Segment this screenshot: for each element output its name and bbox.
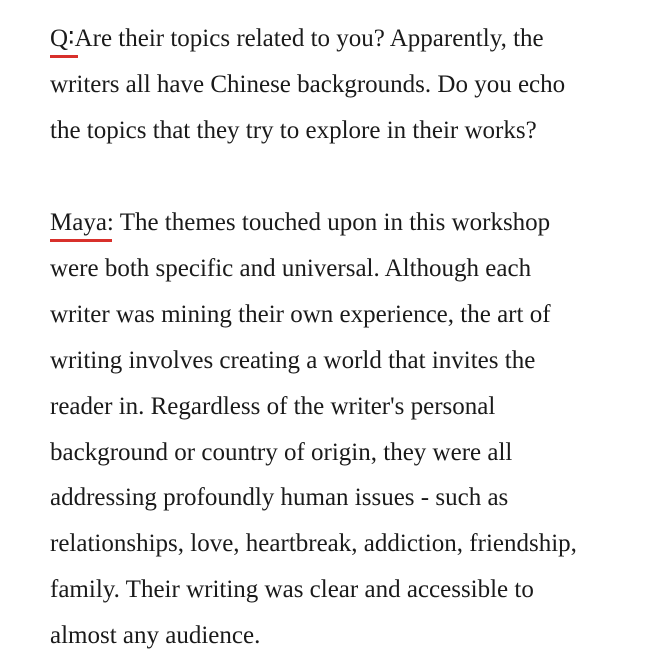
question-speaker-text: Q∶	[50, 25, 75, 52]
question-line-1	[50, 16, 650, 62]
answer-speaker-label	[50, 209, 114, 236]
answer-text-line: relationships, love, heartbreak, addiction, friendship,	[50, 530, 577, 558]
question-speaker-label	[50, 25, 75, 52]
answer-speaker-text: Maya:	[50, 209, 114, 236]
answer-paragraph	[50, 200, 650, 659]
question-text-line: the topics that they try to explore in their works?	[50, 116, 537, 144]
answer-speaker-underline	[50, 239, 112, 242]
question-speaker-underline	[50, 55, 78, 58]
answer-text-line: almost any audience.	[50, 622, 261, 650]
answer-text-line: were both specific and universal. Although each	[50, 254, 532, 282]
answer-text-line: writing involves creating a world that invites the	[50, 346, 536, 374]
answer-text-line: reader in. Regardless of the writer's personal	[50, 392, 496, 420]
question-paragraph	[50, 16, 650, 154]
answer-line-1	[50, 200, 650, 246]
answer-text-line: background or country of origin, they were all	[50, 438, 513, 466]
answer-text-line: family. Their writing was clear and accessible to	[50, 576, 534, 604]
answer-text-line: The themes touched upon in this workshop	[119, 209, 551, 236]
question-text-line: writers all have Chinese backgrounds. Do you echo	[50, 70, 566, 98]
question-text-line: Are their topics related to you? Apparently, the	[74, 25, 544, 52]
answer-text-line: addressing profoundly human issues - such as	[50, 484, 509, 512]
answer-text-line: writer was mining their own experience, the art of	[50, 300, 551, 328]
